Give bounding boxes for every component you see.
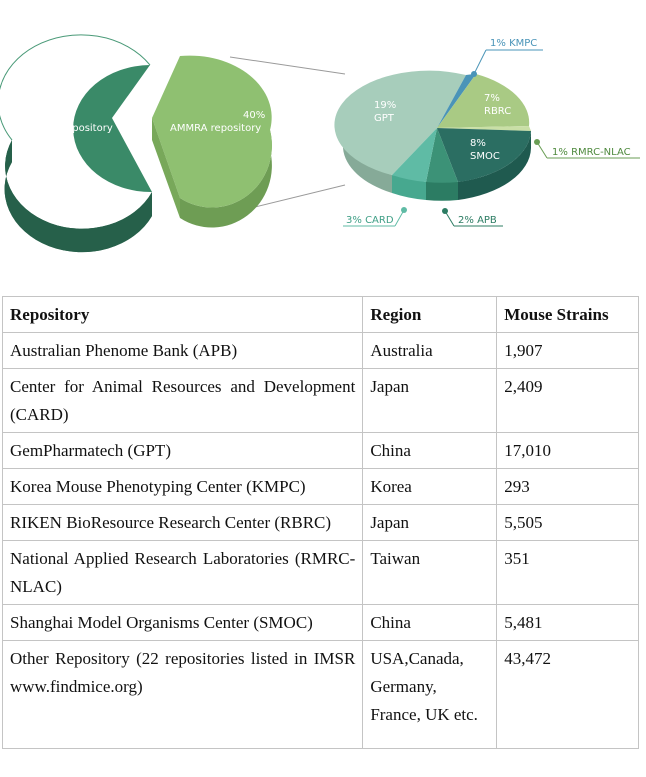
slice-label-smoc: SMOC [470,151,500,162]
repository-cell: Other Repository (22 repositories listed in IMSR www.findmice.org) [3,641,363,749]
table-row [3,433,639,469]
slice-label-ammra: AMMRA repository [170,123,262,134]
pct-label-ammra: 40% [243,110,266,121]
repository-cell: RIKEN BioResource Research Center (RBRC) [3,505,363,541]
region-cell: Australia [363,333,497,369]
region-cell: China [363,605,497,641]
slice-label-rbrc: RBRC [484,106,512,117]
pie-slice-ammra-repository [152,56,272,228]
table-header-row [3,297,639,333]
svg-text:1% RMRC-NLAC [552,147,631,158]
repository-cell: Center for Animal Resources and Development (CARD) [3,369,363,433]
region-cell: Korea [363,469,497,505]
mouse-strains-cell: 5,505 [497,505,639,541]
callout-card-pct: 3% [346,215,362,226]
slice-label-gpt: GPT [374,113,394,124]
mouse-strains-cell: 2,409 [497,369,639,433]
pct-label-gpt: 19% [374,100,397,111]
mouse-strains-cell: 1,907 [497,333,639,369]
mouse-strains-cell: 5,481 [497,605,639,641]
table-row [3,333,639,369]
pie-slice-other-repository [0,35,152,252]
svg-text:3% CARD [346,215,394,226]
table-row [3,605,639,641]
region-cell: China [363,433,497,469]
pct-label-smoc: 8% [470,138,486,149]
table-row [3,541,639,605]
callout-card-name: CARD [365,215,394,226]
region-cell: Taiwan [363,541,497,605]
region-cell: Japan [363,369,497,433]
pct-label-rbrc: 7% [484,93,500,104]
callout-rmrc-name: RMRC-NLAC [571,147,631,158]
slice-label-other: Other Repository [28,123,113,134]
repository-cell: Korea Mouse Phenotyping Center (KMPC) [3,469,363,505]
repository-cell: Australian Phenome Bank (APB) [3,333,363,369]
region-cell: Japan [363,505,497,541]
connector-line-top [230,57,345,74]
table-row [3,469,639,505]
repository-cell: Shanghai Model Organisms Center (SMOC) [3,605,363,641]
mouse-strains-cell: 43,472 [497,641,639,749]
repository-cell: GemPharmatech (GPT) [3,433,363,469]
svg-text:1% KMPC [490,38,537,49]
callout-apb-pct: 2% [458,215,474,226]
pie-charts [0,0,646,280]
repository-cell: National Applied Research Laboratories (RMRC-NLAC) [3,541,363,605]
table-row [3,505,639,541]
header-repository: Repository [3,297,363,333]
callout-kmpc-pct: 1% [490,38,506,49]
header-mouse-strains: Mouse Strains [497,297,639,333]
table-row [3,641,639,749]
mouse-strains-cell: 293 [497,469,639,505]
callout-kmpc [471,38,543,77]
table-row [3,369,639,433]
svg-text:2% APB [458,215,497,226]
table-body [3,333,639,749]
header-region: Region [363,297,497,333]
callout-rmrc-pct: 1% [552,147,568,158]
callout-card [343,207,407,226]
callout-rmrc-nlac [534,139,640,158]
callout-apb [442,208,503,226]
callout-apb-name: APB [477,215,497,226]
callout-kmpc-name: KMPC [509,38,538,49]
mouse-strains-cell: 17,010 [497,433,639,469]
pct-label-other: 60% [28,110,51,121]
mouse-strains-cell: 351 [497,541,639,605]
region-cell: USA,Canada, Germany, France, UK etc. [363,641,497,749]
repository-table [2,296,639,749]
